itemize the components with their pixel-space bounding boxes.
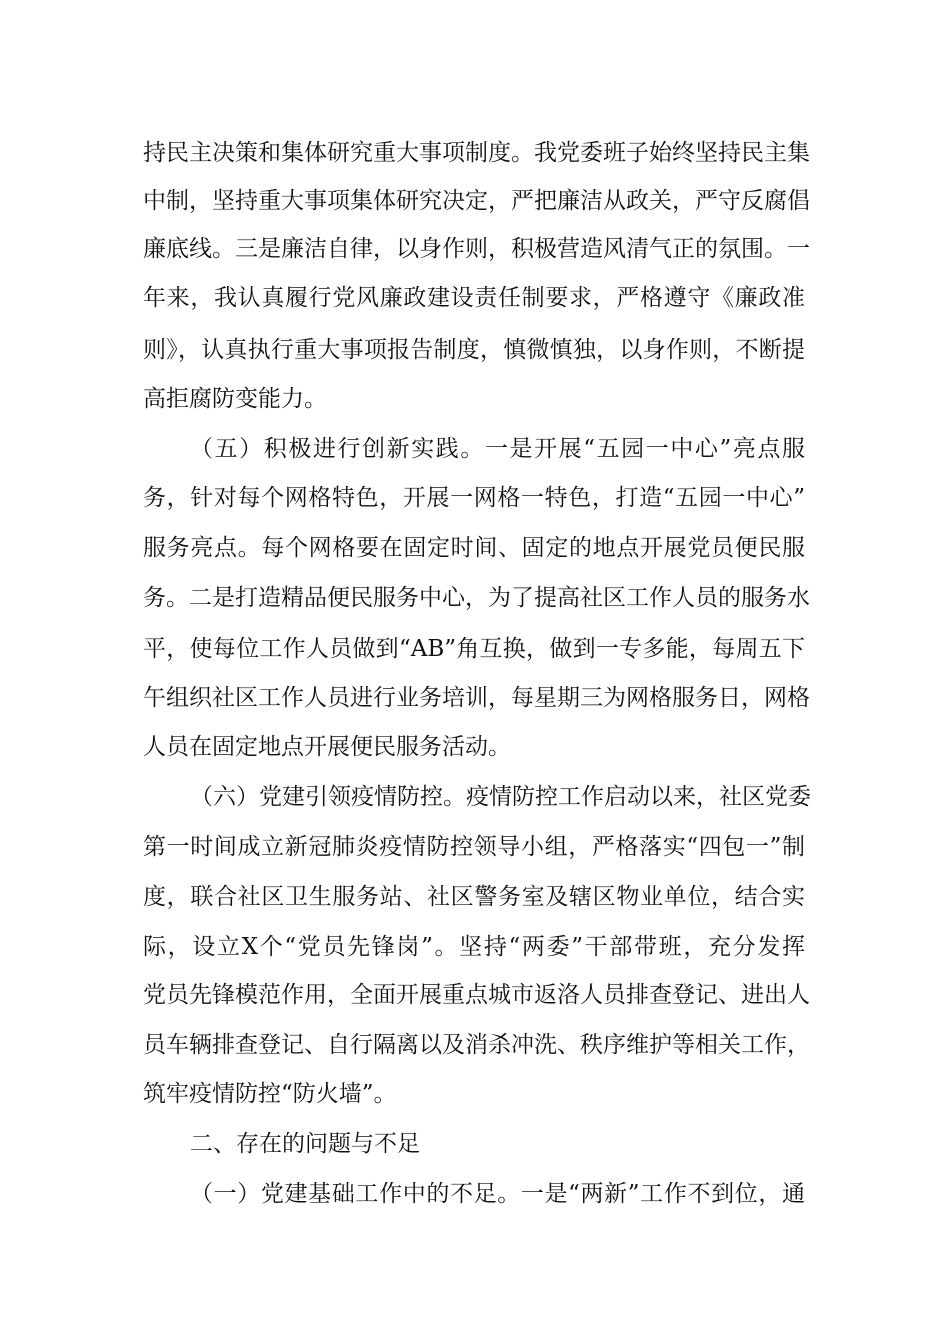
paragraph-heading-5: （五）积极进行创新实践。一是开展“五园一中心”亮点服 bbox=[190, 436, 805, 462]
paragraph-heading-6: （六）党建引领疫情防控。疫情防控工作启动以来，社区党委 bbox=[190, 784, 811, 810]
text-line: 第一时间成立新冠肺炎疫情防控领导小组，严格落实“四包一”制 bbox=[143, 834, 805, 860]
text-line: 党员先锋模范作用，全面开展重点城市返洛人员排查登记、进出人 bbox=[143, 982, 810, 1008]
text-line: 务。二是打造精品便民服务中心，为了提高社区工作人员的服务水 bbox=[143, 585, 810, 611]
text-line: 员车辆排查登记、自行隔离以及消杀冲洗、秩序维护等相关工作， bbox=[143, 1032, 810, 1058]
text-line: 度，联合社区卫生服务站、社区警务室及辖区物业单位，结合实 bbox=[143, 884, 805, 910]
text-line: 际，设立X个“党员先锋岗”。坚持“两委”干部带班，充分发挥 bbox=[143, 934, 805, 960]
text-line: 则》，认真执行重大事项报告制度，慎微慎独，以身作则，不断提 bbox=[143, 337, 805, 363]
text-line: 廉底线。三是廉洁自律，以身作则，积极营造风清气正的氛围。一 bbox=[143, 236, 810, 262]
text-line: 持民主决策和集体研究重大事项制度。我党委班子始终坚持民主集 bbox=[143, 140, 810, 166]
text-line: 务，针对每个网格特色，开展一网格一特色，打造“五园一中心” bbox=[143, 485, 805, 511]
text-line: 午组织社区工作人员进行业务培训，每星期三为网格服务日，网格 bbox=[143, 685, 810, 711]
text-line: 服务亮点。每个网格要在固定时间、固定的地点开展党员便民服 bbox=[143, 535, 805, 561]
text-line: 年来，我认真履行党风廉政建设责任制要求，严格遵守《廉政准 bbox=[143, 285, 805, 311]
section-heading: 二、存在的问题与不足 bbox=[190, 1131, 420, 1157]
text-line: 高拒腐防变能力。 bbox=[143, 386, 327, 412]
text-line: 筑牢疫情防控“防火墙”。 bbox=[143, 1081, 397, 1107]
text-line: 人员在固定地点开展便民服务活动。 bbox=[143, 734, 511, 760]
text-line: 中制，坚持重大事项集体研究决定，严把廉洁从政关，严守反腐倡 bbox=[143, 188, 810, 214]
text-line: 平，使每位工作人员做到“AB”角互换，做到一专多能，每周五下 bbox=[143, 636, 805, 662]
paragraph-heading-1: （一）党建基础工作中的不足。一是“两新”工作不到位，通 bbox=[190, 1181, 805, 1207]
